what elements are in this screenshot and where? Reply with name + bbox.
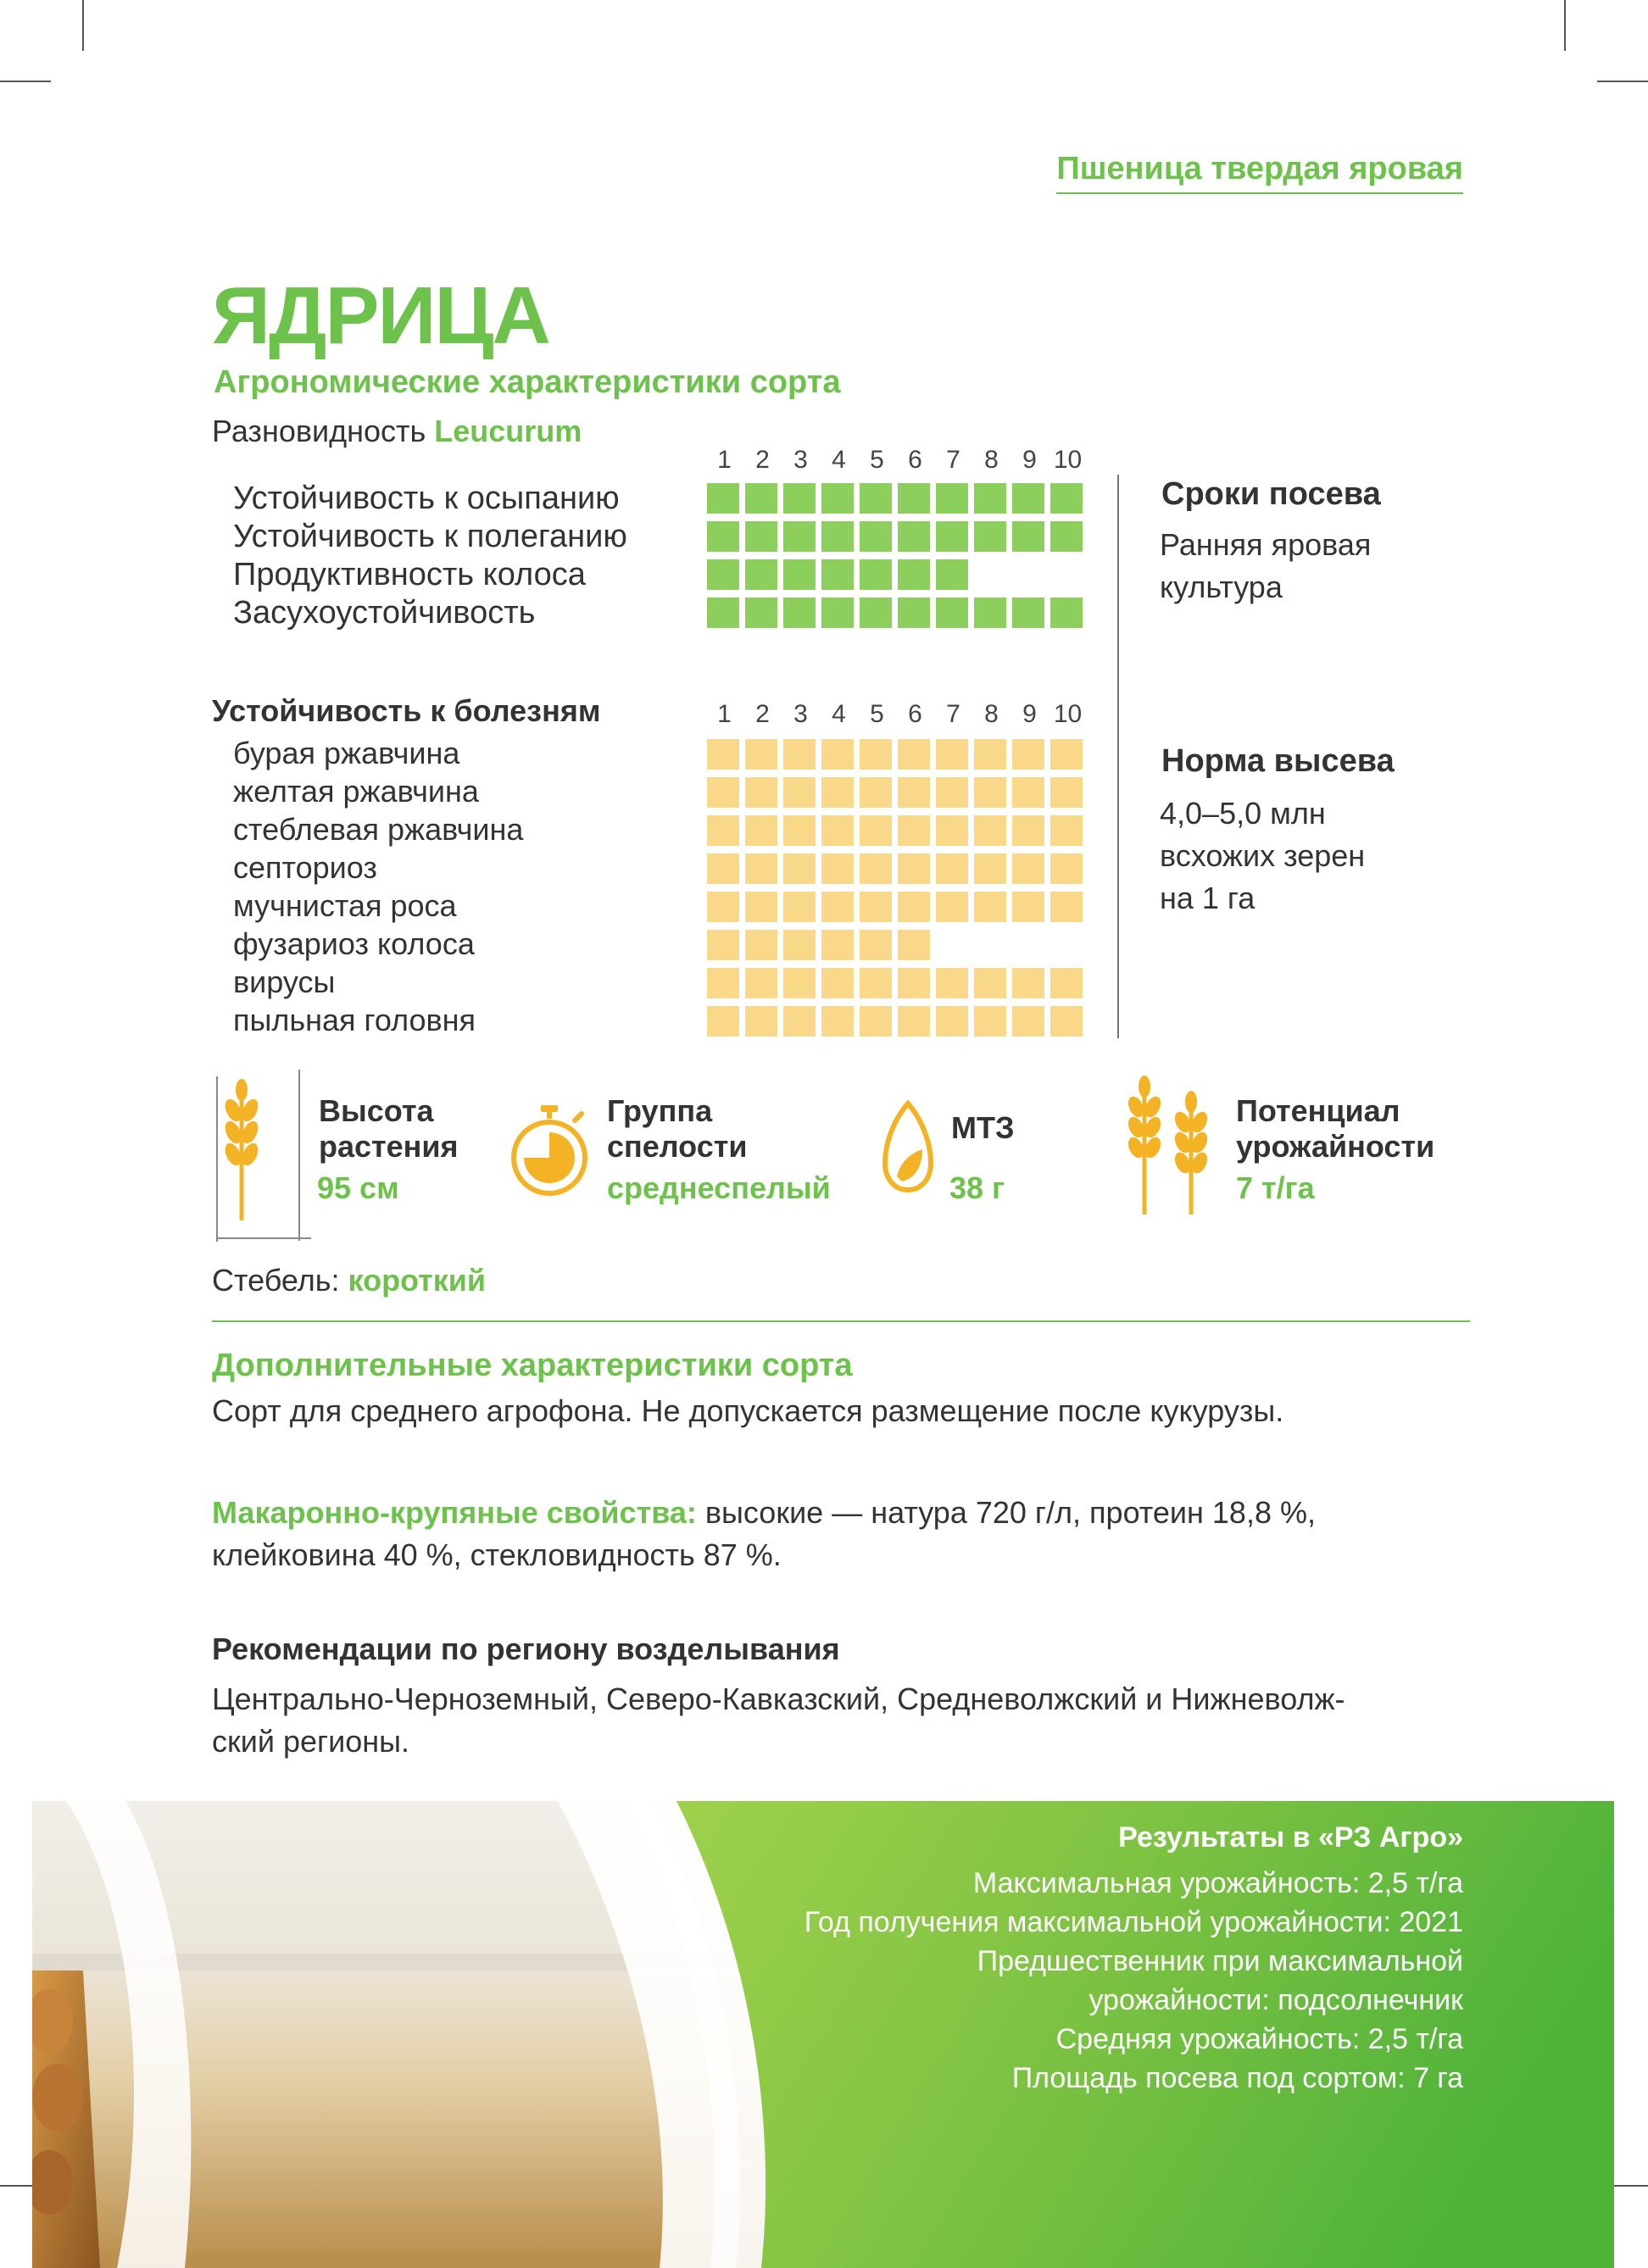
score-cell bbox=[707, 892, 739, 922]
sowing-time-line: культура bbox=[1160, 570, 1283, 604]
stat-tgw-value: 38 г bbox=[949, 1170, 1005, 1205]
scale-number: 3 bbox=[793, 446, 808, 474]
stem-info bbox=[212, 1263, 486, 1298]
score-cell bbox=[974, 559, 1006, 590]
crop-mark bbox=[0, 81, 51, 82]
score-cell bbox=[821, 815, 854, 846]
results-line: Предшественник при максимальной bbox=[977, 1945, 1463, 1977]
score-cell bbox=[974, 521, 1006, 552]
scale-number: 10 bbox=[1053, 446, 1083, 474]
score-cell bbox=[1012, 815, 1044, 846]
stat-frame-line bbox=[216, 1237, 311, 1239]
score-cell bbox=[1050, 777, 1083, 808]
score-cell bbox=[974, 892, 1006, 922]
score-cell bbox=[974, 598, 1006, 628]
trait-label: септориоз bbox=[233, 850, 377, 885]
trait-label: стеблевая ржавчина bbox=[233, 812, 524, 847]
pasta-line: высокие — натура 720 г/л, протеин 18,8 %, bbox=[704, 1495, 1316, 1530]
sowing-time-text bbox=[1160, 524, 1371, 609]
score-cell bbox=[745, 739, 777, 770]
region-text bbox=[212, 1678, 1345, 1763]
score-cell bbox=[707, 930, 739, 960]
sowing-time-line: Ранняя яровая bbox=[1160, 527, 1372, 562]
seeding-rate-heading: Норма высева bbox=[1161, 743, 1395, 779]
score-cell bbox=[860, 739, 892, 770]
score-cell bbox=[860, 930, 892, 960]
stat-maturity-label bbox=[607, 1093, 747, 1165]
crop-type-tag: Пшеница твердая яровая bbox=[1056, 151, 1463, 194]
score-cell bbox=[860, 777, 892, 808]
score-cell bbox=[898, 930, 930, 960]
score-cell bbox=[707, 598, 739, 628]
score-cell bbox=[783, 1006, 816, 1037]
score-cell bbox=[821, 559, 854, 590]
score-row bbox=[707, 598, 1088, 636]
score-cell bbox=[745, 598, 777, 628]
grain-icon bbox=[882, 1100, 934, 1193]
score-cell bbox=[745, 521, 777, 552]
score-cell bbox=[745, 892, 777, 922]
pasta-properties bbox=[212, 1492, 1316, 1576]
score-cell bbox=[974, 739, 1006, 770]
scale-number: 9 bbox=[1022, 446, 1037, 474]
trait-label: Засухоустойчивость bbox=[233, 595, 536, 631]
subvariety-label: Разновидность bbox=[212, 414, 426, 448]
score-cell bbox=[860, 521, 892, 552]
score-cell bbox=[860, 892, 892, 922]
score-cell bbox=[1012, 559, 1044, 590]
section-divider bbox=[212, 1320, 1470, 1322]
stat-label-line: Высота bbox=[319, 1093, 434, 1128]
region-line: Центрально-Черноземный, Северо-Кавказский, Средневолжский и Нижневолж- bbox=[212, 1682, 1345, 1716]
score-cell bbox=[860, 968, 892, 998]
score-cell bbox=[821, 1006, 854, 1037]
score-cell bbox=[898, 815, 930, 846]
scale-number: 6 bbox=[908, 700, 922, 728]
seeding-rate-line: 4,0–5,0 млн bbox=[1160, 796, 1326, 831]
crop-mark bbox=[1597, 81, 1648, 82]
score-cell bbox=[821, 739, 854, 770]
score-cell bbox=[860, 559, 892, 590]
score-row bbox=[707, 853, 1088, 892]
score-cell bbox=[936, 777, 968, 808]
score-cell bbox=[898, 892, 930, 922]
score-cell bbox=[707, 521, 739, 552]
score-cell bbox=[936, 559, 968, 590]
score-cell bbox=[707, 483, 739, 514]
results-line: Год получения максимальной урожайности: 2021 bbox=[804, 1906, 1463, 1938]
score-cell bbox=[1050, 739, 1083, 770]
score-cell bbox=[821, 483, 854, 514]
score-cell bbox=[1012, 598, 1044, 628]
disease-heading: Устойчивость к болезням bbox=[212, 693, 601, 728]
seeding-rate-text bbox=[1160, 792, 1365, 920]
score-cell bbox=[1050, 1006, 1083, 1037]
score-cell bbox=[974, 1006, 1006, 1037]
results-line: Средняя урожайность: 2,5 т/га bbox=[1055, 2023, 1463, 2055]
score-cell bbox=[974, 853, 1006, 884]
trait-label: Продуктивность колоса bbox=[233, 557, 586, 592]
scale-number: 5 bbox=[870, 446, 884, 474]
stat-tgw-label: МТЗ bbox=[951, 1110, 1015, 1145]
scale-number: 2 bbox=[755, 700, 770, 728]
score-cell bbox=[707, 559, 739, 590]
region-line: ский регионы. bbox=[212, 1724, 410, 1759]
score-row bbox=[707, 559, 1088, 598]
score-cell bbox=[707, 853, 739, 884]
scale-number: 6 bbox=[908, 446, 922, 474]
score-cell bbox=[783, 853, 816, 884]
score-cell bbox=[1050, 853, 1083, 884]
score-cell bbox=[1050, 598, 1083, 628]
scale-number: 5 bbox=[870, 700, 884, 728]
scale-number: 7 bbox=[946, 446, 960, 474]
trait-label: фузариоз колоса bbox=[233, 926, 475, 961]
score-row bbox=[707, 1006, 1088, 1044]
score-cell bbox=[745, 1006, 777, 1037]
stat-label-line: урожайности bbox=[1236, 1129, 1435, 1164]
score-cell bbox=[1012, 777, 1044, 808]
score-cell bbox=[898, 598, 930, 628]
trait-label: желтая ржавчина bbox=[233, 774, 479, 809]
wheat-ears-icon bbox=[1119, 1075, 1221, 1219]
trait-label: Устойчивость к осыпанию bbox=[233, 481, 620, 516]
scale-number: 3 bbox=[793, 700, 808, 728]
score-cell bbox=[936, 930, 968, 960]
scale-number: 1 bbox=[717, 446, 732, 474]
score-cell bbox=[707, 815, 739, 846]
score-row bbox=[707, 892, 1088, 930]
score-cell bbox=[974, 483, 1006, 514]
scale-number: 8 bbox=[984, 700, 999, 728]
score-cell bbox=[898, 968, 930, 998]
score-cell bbox=[783, 777, 816, 808]
seeding-rate-line: всхожих зерен bbox=[1160, 838, 1366, 873]
score-cell bbox=[821, 892, 854, 922]
score-cell bbox=[745, 853, 777, 884]
score-cell bbox=[974, 930, 1006, 960]
score-cell bbox=[783, 483, 816, 514]
disease-labels bbox=[233, 734, 523, 1039]
scale-number: 10 bbox=[1053, 700, 1083, 728]
score-cell bbox=[745, 930, 777, 960]
score-cell bbox=[1012, 968, 1044, 998]
wheat-ear-icon bbox=[216, 1078, 267, 1222]
stat-yield-label bbox=[1236, 1093, 1434, 1165]
score-cell bbox=[783, 968, 816, 998]
scale-number: 2 bbox=[755, 446, 770, 474]
score-cell bbox=[707, 1006, 739, 1037]
score-cell bbox=[936, 968, 968, 998]
score-cell bbox=[974, 815, 1006, 846]
score-cell bbox=[1012, 853, 1044, 884]
score-cell bbox=[821, 853, 854, 884]
extra-text: Сорт для среднего агрофона. Не допускается размещение после кукурузы. bbox=[212, 1393, 1284, 1428]
scale-number: 7 bbox=[946, 700, 960, 728]
stopwatch-icon bbox=[509, 1103, 590, 1198]
score-cell bbox=[783, 930, 816, 960]
pasta-line: клейковина 40 %, стекловидность 87 %. bbox=[212, 1537, 782, 1572]
score-row bbox=[707, 815, 1088, 853]
score-cell bbox=[783, 598, 816, 628]
subvariety bbox=[212, 414, 582, 449]
score-cell bbox=[1050, 892, 1083, 922]
score-cell bbox=[860, 1006, 892, 1037]
score-cell bbox=[1050, 968, 1083, 998]
score-cell bbox=[898, 739, 930, 770]
score-cell bbox=[1012, 483, 1044, 514]
score-cell bbox=[936, 598, 968, 628]
score-cell bbox=[860, 815, 892, 846]
subvariety-value: Leucurum bbox=[434, 414, 582, 448]
stat-yield-value: 7 т/га bbox=[1236, 1170, 1315, 1205]
score-cell bbox=[936, 483, 968, 514]
score-cell bbox=[898, 1006, 930, 1037]
disease-scale bbox=[705, 700, 1087, 729]
pasta-label: Макаронно-крупяные свойства: bbox=[212, 1495, 697, 1530]
score-cell bbox=[1012, 892, 1044, 922]
crop-mark bbox=[82, 0, 84, 51]
score-cell bbox=[936, 1006, 968, 1037]
results-line: урожайности: подсолнечник bbox=[1088, 1984, 1463, 2016]
results-heading: Результаты в «РЗ Агро» bbox=[1118, 1821, 1463, 1854]
score-cell bbox=[860, 483, 892, 514]
score-cell bbox=[821, 598, 854, 628]
score-cell bbox=[974, 777, 1006, 808]
score-cell bbox=[1050, 815, 1083, 846]
seeding-rate-line: на 1 га bbox=[1160, 881, 1255, 915]
score-cell bbox=[783, 815, 816, 846]
score-cell bbox=[898, 521, 930, 552]
score-cell bbox=[898, 559, 930, 590]
score-cell bbox=[745, 968, 777, 998]
score-cell bbox=[745, 483, 777, 514]
results-lines bbox=[805, 1864, 1463, 2098]
score-cell bbox=[1012, 521, 1044, 552]
score-row bbox=[707, 930, 1088, 968]
trait-label: Устойчивость к полеганию bbox=[233, 519, 627, 554]
score-cell bbox=[1050, 483, 1083, 514]
score-cell bbox=[936, 892, 968, 922]
score-cell bbox=[898, 853, 930, 884]
stat-label-line: растения bbox=[319, 1129, 459, 1164]
score-cell bbox=[1012, 1006, 1044, 1037]
results-block bbox=[805, 1818, 1463, 2098]
scale-number: 1 bbox=[717, 700, 732, 728]
stat-frame-line bbox=[298, 1070, 300, 1241]
trait-label: бурая ржавчина bbox=[233, 736, 460, 770]
score-cell bbox=[821, 930, 854, 960]
score-cell bbox=[1012, 930, 1044, 960]
score-cell bbox=[783, 521, 816, 552]
score-cell bbox=[1050, 559, 1083, 590]
stat-label-line: Группа bbox=[607, 1093, 713, 1128]
score-cell bbox=[821, 968, 854, 998]
agro-trait-grid bbox=[707, 483, 1088, 636]
scale-number: 8 bbox=[984, 446, 999, 474]
score-row bbox=[707, 483, 1088, 521]
score-cell bbox=[783, 559, 816, 590]
scale-number: 9 bbox=[1022, 700, 1037, 728]
score-cell bbox=[745, 777, 777, 808]
score-cell bbox=[1012, 739, 1044, 770]
score-cell bbox=[974, 968, 1006, 998]
results-line: Площадь посева под сортом: 7 га bbox=[1011, 2062, 1463, 2094]
agro-scale bbox=[705, 446, 1087, 475]
score-row bbox=[707, 739, 1088, 777]
agro-trait-labels bbox=[233, 480, 627, 632]
score-cell bbox=[936, 521, 968, 552]
scale-number: 4 bbox=[832, 446, 846, 474]
score-row bbox=[707, 521, 1088, 559]
extra-heading: Дополнительные характеристики сорта bbox=[212, 1348, 853, 1383]
scale-number: 4 bbox=[832, 700, 846, 728]
disease-grid bbox=[707, 739, 1088, 1044]
score-cell bbox=[707, 777, 739, 808]
variety-title: ЯДРИЦА bbox=[212, 270, 549, 361]
trait-label: пыльная головня bbox=[233, 1003, 476, 1037]
score-cell bbox=[783, 739, 816, 770]
score-cell bbox=[707, 968, 739, 998]
score-cell bbox=[745, 815, 777, 846]
score-cell bbox=[821, 777, 854, 808]
stat-height-value: 95 см bbox=[317, 1170, 399, 1205]
stat-height-label bbox=[319, 1093, 459, 1165]
score-cell bbox=[898, 483, 930, 514]
trait-label: мучнистая роса bbox=[233, 888, 457, 923]
trait-label: вирусы bbox=[233, 964, 336, 999]
score-cell bbox=[936, 815, 968, 846]
score-cell bbox=[860, 598, 892, 628]
score-row bbox=[707, 777, 1088, 815]
column-divider bbox=[1117, 475, 1119, 1038]
section-agro-heading: Агрономические характеристики сорта bbox=[214, 364, 841, 400]
score-cell bbox=[936, 739, 968, 770]
stem-label: Стебель: bbox=[212, 1263, 340, 1298]
stem-value: короткий bbox=[348, 1263, 487, 1298]
region-heading: Рекомендации по региону возделывания bbox=[212, 1632, 840, 1666]
stat-label-line: Потенциал bbox=[1236, 1093, 1400, 1128]
score-cell bbox=[898, 777, 930, 808]
crop-mark bbox=[1564, 0, 1566, 51]
stat-maturity-value: среднеспелый bbox=[607, 1170, 831, 1205]
score-cell bbox=[707, 739, 739, 770]
score-cell bbox=[936, 853, 968, 884]
sowing-time-heading: Сроки посева bbox=[1161, 476, 1381, 512]
score-cell bbox=[821, 521, 854, 552]
score-cell bbox=[1050, 930, 1083, 960]
score-cell bbox=[745, 559, 777, 590]
score-cell bbox=[783, 892, 816, 922]
stat-label-line: спелости bbox=[607, 1129, 748, 1164]
score-row bbox=[707, 968, 1088, 1006]
results-line: Максимальная урожайность: 2,5 т/га bbox=[972, 1867, 1463, 1899]
score-cell bbox=[860, 853, 892, 884]
score-cell bbox=[1050, 521, 1083, 552]
